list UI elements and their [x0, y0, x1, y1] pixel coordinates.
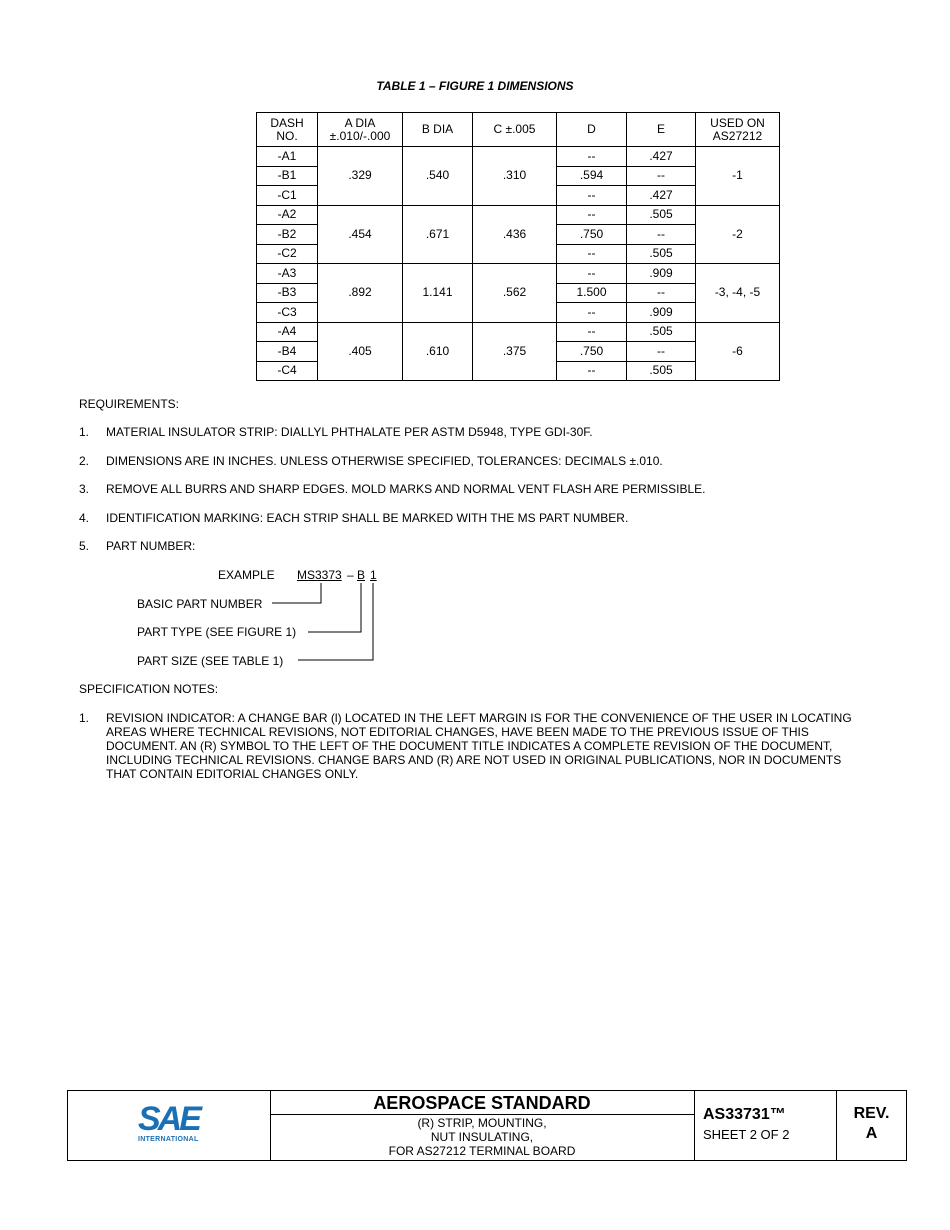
d-cell: --	[557, 361, 627, 381]
e-cell: --	[627, 225, 696, 245]
b-dia-cell: .610	[403, 322, 473, 381]
subtitle-line: NUT INSULATING,	[430, 1130, 534, 1144]
requirement-text: PART NUMBER:	[106, 539, 196, 553]
document-number: AS33731™	[703, 1106, 786, 1123]
spec-note-line: DOCUMENT. AN (R) SYMBOL TO THE LEFT OF THE DOCUMENT TITLE INDICATES A COMPLETE REVISION OF THE DOCUMENT,	[106, 739, 833, 753]
c-cell: .310	[473, 147, 557, 206]
table-title: TABLE 1 – FIGURE 1 DIMENSIONS	[376, 79, 574, 93]
revision-label: REV.	[853, 1105, 890, 1122]
sae-logo-subtext: INTERNATIONAL	[138, 1136, 199, 1143]
revision-value: A	[865, 1125, 878, 1142]
e-cell: .427	[627, 186, 696, 206]
basic-part-number-label: BASIC PART NUMBER	[137, 597, 263, 611]
title-divider	[270, 1114, 694, 1115]
header-e: E	[627, 113, 696, 147]
dash-cell: -C4	[257, 361, 318, 381]
sheet-number: SHEET 2 OF 2	[703, 1127, 790, 1142]
requirement-number: 1.	[79, 425, 90, 439]
requirement-number: 4.	[79, 511, 90, 525]
d-cell: --	[557, 186, 627, 206]
header-a-dia: A DIA ±.010/-.000	[318, 113, 403, 147]
c-cell: .436	[473, 205, 557, 264]
title-cell	[270, 1091, 695, 1160]
part-size-label: PART SIZE (SEE TABLE 1)	[137, 654, 284, 668]
spec-note-line: REVISION INDICATOR: A CHANGE BAR (l) LOCATED IN THE LEFT MARGIN IS FOR THE CONVENIENCE OF THE USER IN LOCATING	[106, 711, 852, 725]
d-cell: .594	[557, 166, 627, 186]
dash-cell: -C1	[257, 186, 318, 206]
header-d: D	[557, 113, 627, 147]
basic-leader-line	[272, 583, 321, 603]
spec-note-line: INCLUDING TECHNICAL REVISIONS. CHANGE BARS AND (R) ARE NOT USED IN ORIGINAL PUBLICATIONS, NOR IN DOCUMENTS	[106, 753, 842, 767]
dash-cell: -A2	[257, 205, 318, 225]
part-type-label: PART TYPE (SEE FIGURE 1)	[137, 625, 297, 639]
requirement-number: 2.	[79, 454, 90, 468]
spec-note-line: THAT CONTAIN EDITORIAL CHANGES ONLY.	[106, 767, 359, 781]
requirement-text: REMOVE ALL BURRS AND SHARP EDGES. MOLD MARKS AND NORMAL VENT FLASH ARE PERMISSIBLE.	[106, 482, 706, 496]
e-cell: .909	[627, 303, 696, 323]
dash-cell: -A4	[257, 322, 318, 342]
used-on-cell: -6	[696, 322, 780, 381]
header-dash: DASH NO.	[257, 113, 318, 147]
b-dia-cell: .540	[403, 147, 473, 206]
basic-part-number: MS3373	[297, 568, 342, 582]
requirement-number: 3.	[79, 482, 90, 496]
dash-cell: -B3	[257, 283, 318, 303]
dash-cell: -B4	[257, 342, 318, 362]
dash-cell: -A3	[257, 264, 318, 284]
dash-cell: -B2	[257, 225, 318, 245]
used-on-cell: -2	[696, 205, 780, 264]
example-label: EXAMPLE	[218, 568, 275, 582]
a-dia-cell: .892	[318, 264, 403, 323]
e-cell: --	[627, 166, 696, 186]
part-size-code: 1	[370, 568, 377, 582]
d-cell: --	[557, 244, 627, 264]
header-c: C ±.005	[473, 113, 557, 147]
header-b-dia: B DIA	[403, 113, 473, 147]
d-cell: .750	[557, 225, 627, 245]
a-dia-cell: .405	[318, 322, 403, 381]
spec-notes-heading: SPECIFICATION NOTES:	[79, 682, 219, 696]
spec-note-text	[106, 711, 906, 781]
requirement-text: IDENTIFICATION MARKING: EACH STRIP SHALL BE MARKED WITH THE MS PART NUMBER.	[106, 511, 629, 525]
dash-cell: -A1	[257, 147, 318, 167]
c-cell: .562	[473, 264, 557, 323]
dash-cell: -B1	[257, 166, 318, 186]
requirement-number: 5.	[79, 539, 90, 553]
e-cell: --	[627, 283, 696, 303]
d-cell: .750	[557, 342, 627, 362]
spec-note-number: 1.	[79, 711, 90, 725]
header-used-on: USED ON AS27212	[696, 113, 780, 147]
dash-cell: -C2	[257, 244, 318, 264]
part-number-dash: –	[347, 568, 354, 582]
part-type-code: B	[357, 568, 366, 582]
requirement-text: DIMENSIONS ARE IN INCHES. UNLESS OTHERWISE SPECIFIED, TOLERANCES: DECIMALS ±.010.	[106, 454, 663, 468]
d-cell: --	[557, 322, 627, 342]
spec-note-line: AREAS WHERE TECHNICAL REVISIONS, NOT EDITORIAL CHANGES, HAVE BEEN MADE TO THE PREVIOUS ISSUE OF THIS	[106, 725, 809, 739]
b-dia-cell: 1.141	[403, 264, 473, 323]
revision-cell	[837, 1091, 906, 1160]
a-dia-cell: .454	[318, 205, 403, 264]
dash-cell: -C3	[257, 303, 318, 323]
a-dia-cell: .329	[318, 147, 403, 206]
used-on-cell: -1	[696, 147, 780, 206]
type-leader-line	[308, 583, 361, 632]
c-cell: .375	[473, 322, 557, 381]
subtitle-line: FOR AS27212 TERMINAL BOARD	[388, 1144, 576, 1158]
logo-cell	[68, 1091, 271, 1160]
size-leader-line	[298, 583, 373, 660]
sae-logo: SAE	[138, 1100, 199, 1138]
d-cell: --	[557, 147, 627, 167]
e-cell: .505	[627, 205, 696, 225]
requirement-text: MATERIAL INSULATOR STRIP: DIALLYL PHTHALATE PER ASTM D5948, TYPE GDI-30F.	[106, 425, 593, 439]
e-cell: .427	[627, 147, 696, 167]
e-cell: --	[627, 342, 696, 362]
b-dia-cell: .671	[403, 205, 473, 264]
used-on-cell: -3, -4, -5	[696, 264, 780, 323]
d-cell: --	[557, 205, 627, 225]
title-block	[67, 1090, 907, 1161]
document-number-cell	[695, 1091, 837, 1160]
requirements-heading: REQUIREMENTS:	[79, 397, 180, 411]
d-cell: --	[557, 303, 627, 323]
standard-title: AEROSPACE STANDARD	[373, 1093, 591, 1113]
e-cell: .505	[627, 322, 696, 342]
e-cell: .909	[627, 264, 696, 284]
d-cell: 1.500	[557, 283, 627, 303]
e-cell: .505	[627, 244, 696, 264]
d-cell: --	[557, 264, 627, 284]
e-cell: .505	[627, 361, 696, 381]
subtitle-line: (R) STRIP, MOUNTING,	[417, 1116, 547, 1130]
